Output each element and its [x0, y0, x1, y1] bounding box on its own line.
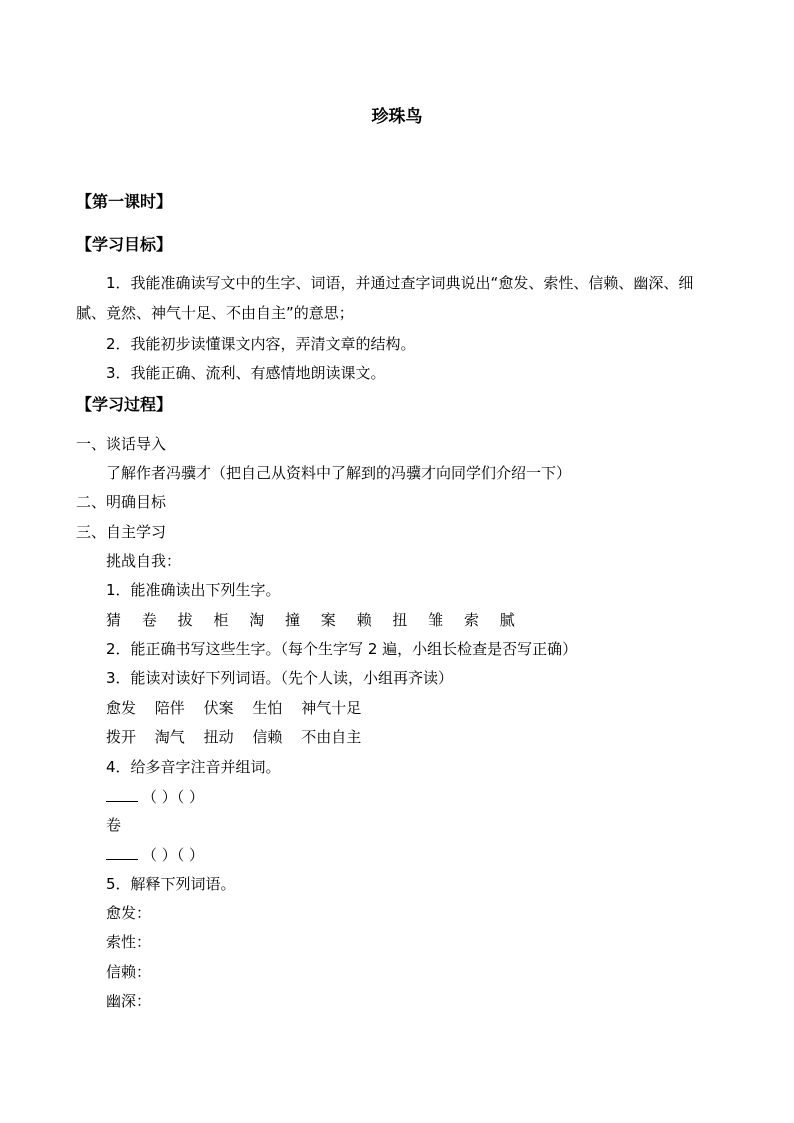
challenge-label: 挑战自我：	[106, 552, 182, 570]
character-item: 撞	[284, 611, 300, 629]
answer-blank[interactable]	[106, 786, 138, 802]
section-1-text: 了解作者冯骥才（把自己从资料中了解到的冯骥才向同学们介绍一下）	[106, 464, 572, 482]
word-item: 陪伴	[154, 699, 185, 717]
word-item: 信赖	[252, 728, 283, 746]
definition-item: 愈发：	[106, 904, 152, 922]
objective-item-3: 3．我能正确、流利、有感情地朗读课文。	[106, 364, 386, 382]
objective-item-1: 1．我能准确读写文中的生字、词语，并通过查字词典说出“愈发、索性、信赖、幽深、细腻、竟然、神气十足、不由自主”的意思；	[76, 274, 694, 322]
character-item: 案	[320, 611, 336, 629]
page-title: 珍珠鸟	[371, 107, 423, 127]
section-3-heading: 三、自主学习	[76, 523, 167, 541]
character-item: 柜	[213, 611, 229, 629]
word-list-row-1	[106, 698, 375, 718]
lesson-heading: 【第一课时】	[76, 192, 173, 211]
task-4: 4．给多音字注音并组词。	[106, 758, 281, 776]
definition-item: 索性：	[106, 933, 152, 951]
answer-blank[interactable]	[106, 844, 138, 860]
pinyin-blank-row-2	[106, 844, 204, 865]
character-item: 淘	[249, 611, 265, 629]
definition-item: 信赖：	[106, 963, 152, 981]
word-item: 生怕	[252, 699, 283, 717]
polyphone-character: 卷	[106, 816, 122, 834]
pinyin-blank-row-1	[106, 786, 204, 807]
character-list	[106, 610, 531, 630]
bracket-pair: （ ）（ ）	[142, 788, 205, 806]
definition-item: 幽深：	[106, 992, 152, 1010]
character-item: 拔	[177, 611, 193, 629]
task-2: 2．能正确书写这些生字。（每个生字写 2 遍，小组长检查是否写正确）	[106, 640, 578, 658]
bracket-pair: （ ）（ ）	[142, 846, 205, 864]
objectives-heading: 【学习目标】	[76, 235, 173, 254]
word-item: 扭动	[203, 728, 234, 746]
character-item: 腻	[499, 611, 515, 629]
objective-item-2: 2．我能初步读懂课文内容，弄清文章的结构。	[106, 335, 416, 353]
word-item: 拨开	[106, 728, 137, 746]
section-2-heading: 二、明确目标	[76, 493, 167, 511]
section-1-heading: 一、谈话导入	[76, 435, 167, 453]
character-item: 索	[463, 611, 479, 629]
word-list-row-2	[106, 727, 375, 747]
word-item: 愈发	[106, 699, 137, 717]
word-item: 伏案	[203, 699, 234, 717]
process-heading: 【学习过程】	[76, 395, 173, 414]
word-item: 不由自主	[301, 728, 362, 746]
task-1: 1．能准确读出下列生字。	[106, 581, 281, 599]
character-item: 扭	[392, 611, 408, 629]
character-item: 赖	[356, 611, 372, 629]
character-item: 卷	[141, 611, 157, 629]
character-item: 雏	[428, 611, 444, 629]
word-item: 淘气	[154, 728, 185, 746]
task-3: 3．能读对读好下列词语。（先个人读，小组再齐读）	[106, 669, 454, 687]
character-item: 猜	[106, 611, 122, 629]
task-5: 5．解释下列词语。	[106, 875, 236, 893]
word-item: 神气十足	[301, 699, 362, 717]
